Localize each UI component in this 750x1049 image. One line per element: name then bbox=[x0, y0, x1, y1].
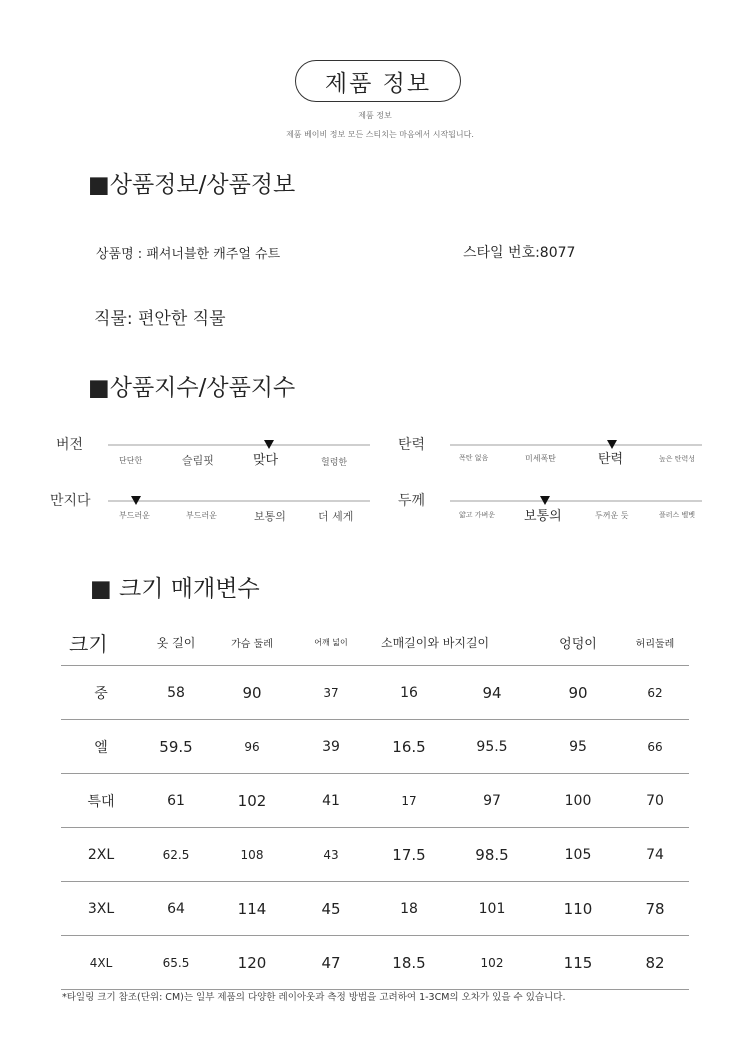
table-cell: 65.5 bbox=[141, 936, 211, 990]
table-cell: 108 bbox=[211, 828, 293, 882]
scale-tick-selected: 탄력 bbox=[598, 452, 624, 467]
column-header: 옷 길이 bbox=[141, 619, 211, 666]
table-cell: 70 bbox=[621, 774, 689, 828]
table-row bbox=[61, 774, 689, 828]
table-cell: 96 bbox=[211, 720, 293, 774]
product-info-heading: ■상품정보/상품정보 bbox=[88, 172, 296, 198]
table-cell: 58 bbox=[141, 666, 211, 720]
scale-label-elasticity: 탄력 bbox=[398, 437, 426, 453]
table-cell: 95 bbox=[535, 720, 621, 774]
scale-tick: 폭탄 없음 bbox=[459, 454, 489, 462]
table-cell: 2XL bbox=[61, 828, 141, 882]
fabric-info: 직물: 편안한 직물 bbox=[94, 309, 226, 329]
scale-tick-selected: 보통의 bbox=[524, 509, 562, 524]
page-description: 제품 베이비 정보 모든 스티치는 마음에서 시작됩니다. bbox=[286, 130, 474, 139]
table-row bbox=[61, 720, 689, 774]
table-cell: 45 bbox=[293, 882, 369, 936]
column-header: 어깨 넓이 bbox=[293, 619, 369, 666]
table-cell: 41 bbox=[293, 774, 369, 828]
product-name: 상품명 : 패셔너블한 캐주얼 슈트 bbox=[96, 247, 281, 262]
table-cell: 17 bbox=[369, 774, 449, 828]
table-cell: 95.5 bbox=[449, 720, 535, 774]
table-cell: 120 bbox=[211, 936, 293, 990]
table-cell: 43 bbox=[293, 828, 369, 882]
table-cell: 4XL bbox=[61, 936, 141, 990]
scale-track-fit bbox=[108, 444, 370, 446]
table-header-row bbox=[61, 619, 689, 666]
table-cell: 110 bbox=[535, 882, 621, 936]
table-cell: 82 bbox=[621, 936, 689, 990]
table-cell: 61 bbox=[141, 774, 211, 828]
column-header: 허리둘레 bbox=[621, 619, 689, 666]
table-cell: 98.5 bbox=[449, 828, 535, 882]
scale-tick: 부드러운 bbox=[186, 511, 217, 520]
table-row bbox=[61, 828, 689, 882]
size-table bbox=[61, 619, 689, 990]
page-subtitle: 제품 정보 bbox=[358, 111, 392, 120]
scale-tick: 얇고 가벼운 bbox=[459, 511, 496, 519]
scale-tick: 단단한 bbox=[119, 456, 143, 465]
table-cell: 78 bbox=[621, 882, 689, 936]
scale-label-touch: 만지다 bbox=[50, 493, 91, 509]
table-cell: 66 bbox=[621, 720, 689, 774]
table-cell: 62 bbox=[621, 666, 689, 720]
table-cell: 3XL bbox=[61, 882, 141, 936]
table-cell: 115 bbox=[535, 936, 621, 990]
scale-track-touch bbox=[108, 500, 370, 502]
column-header: 소매길이와 바지길이 bbox=[369, 619, 535, 666]
table-cell: 47 bbox=[293, 936, 369, 990]
scale-tick: 두꺼운 듯 bbox=[595, 511, 629, 520]
table-cell: 17.5 bbox=[369, 828, 449, 882]
table-cell: 102 bbox=[211, 774, 293, 828]
scale-tick: 더 세게 bbox=[318, 510, 354, 523]
scale-marker-fit bbox=[264, 440, 274, 449]
table-cell: 90 bbox=[211, 666, 293, 720]
table-cell: 64 bbox=[141, 882, 211, 936]
table-cell: 16 bbox=[369, 666, 449, 720]
column-header: 엉덩이 bbox=[535, 619, 621, 666]
table-cell: 16.5 bbox=[369, 720, 449, 774]
table-cell: 94 bbox=[449, 666, 535, 720]
table-row bbox=[61, 666, 689, 720]
table-cell: 114 bbox=[211, 882, 293, 936]
scale-tick: 보통의 bbox=[254, 510, 286, 523]
scale-tick: 높은 탄력성 bbox=[659, 455, 696, 463]
table-cell: 90 bbox=[535, 666, 621, 720]
scale-label-thickness: 두께 bbox=[398, 493, 426, 509]
scale-tick: 플러스 벨벳 bbox=[659, 511, 696, 519]
size-footnote: *타일링 크기 참조(단위: CM)는 일부 제품의 다양한 레이아웃과 측정 방법을 고려하여 1-3CM의 오차가 있을 수 있습니다. bbox=[62, 992, 566, 1003]
table-cell: 97 bbox=[449, 774, 535, 828]
scale-label-fit: 버전 bbox=[56, 437, 84, 453]
table-cell: 37 bbox=[293, 666, 369, 720]
scale-marker-touch bbox=[131, 496, 141, 505]
table-cell: 74 bbox=[621, 828, 689, 882]
column-header: 크기 bbox=[61, 619, 141, 666]
style-number: 스타일 번호:8077 bbox=[463, 245, 576, 261]
scale-tick: 부드러운 bbox=[119, 511, 150, 520]
size-params-heading: ■ 크기 매개변수 bbox=[90, 576, 260, 602]
table-cell: 18 bbox=[369, 882, 449, 936]
table-cell: 18.5 bbox=[369, 936, 449, 990]
table-cell: 105 bbox=[535, 828, 621, 882]
table-row bbox=[61, 936, 689, 990]
scale-tick: 헐렁한 bbox=[321, 458, 348, 468]
table-cell: 100 bbox=[535, 774, 621, 828]
table-row bbox=[61, 882, 689, 936]
scale-track-elasticity bbox=[450, 444, 702, 446]
page-title: 제품 정보 bbox=[295, 60, 461, 102]
scale-track-thickness bbox=[450, 500, 702, 502]
table-cell: 102 bbox=[449, 936, 535, 990]
table-cell: 특대 bbox=[61, 774, 141, 828]
scale-tick: 미세폭탄 bbox=[525, 454, 556, 463]
table-cell: 중 bbox=[61, 666, 141, 720]
scale-marker-thickness bbox=[540, 496, 550, 505]
column-header: 가슴 둘레 bbox=[211, 619, 293, 666]
scale-tick: 슬림핏 bbox=[182, 454, 214, 467]
table-cell: 101 bbox=[449, 882, 535, 936]
table-cell: 39 bbox=[293, 720, 369, 774]
scale-tick-selected: 맞다 bbox=[253, 453, 279, 468]
product-index-heading: ■상품지수/상품지수 bbox=[88, 375, 296, 401]
table-cell: 62.5 bbox=[141, 828, 211, 882]
table-cell: 엘 bbox=[61, 720, 141, 774]
table-cell: 59.5 bbox=[141, 720, 211, 774]
